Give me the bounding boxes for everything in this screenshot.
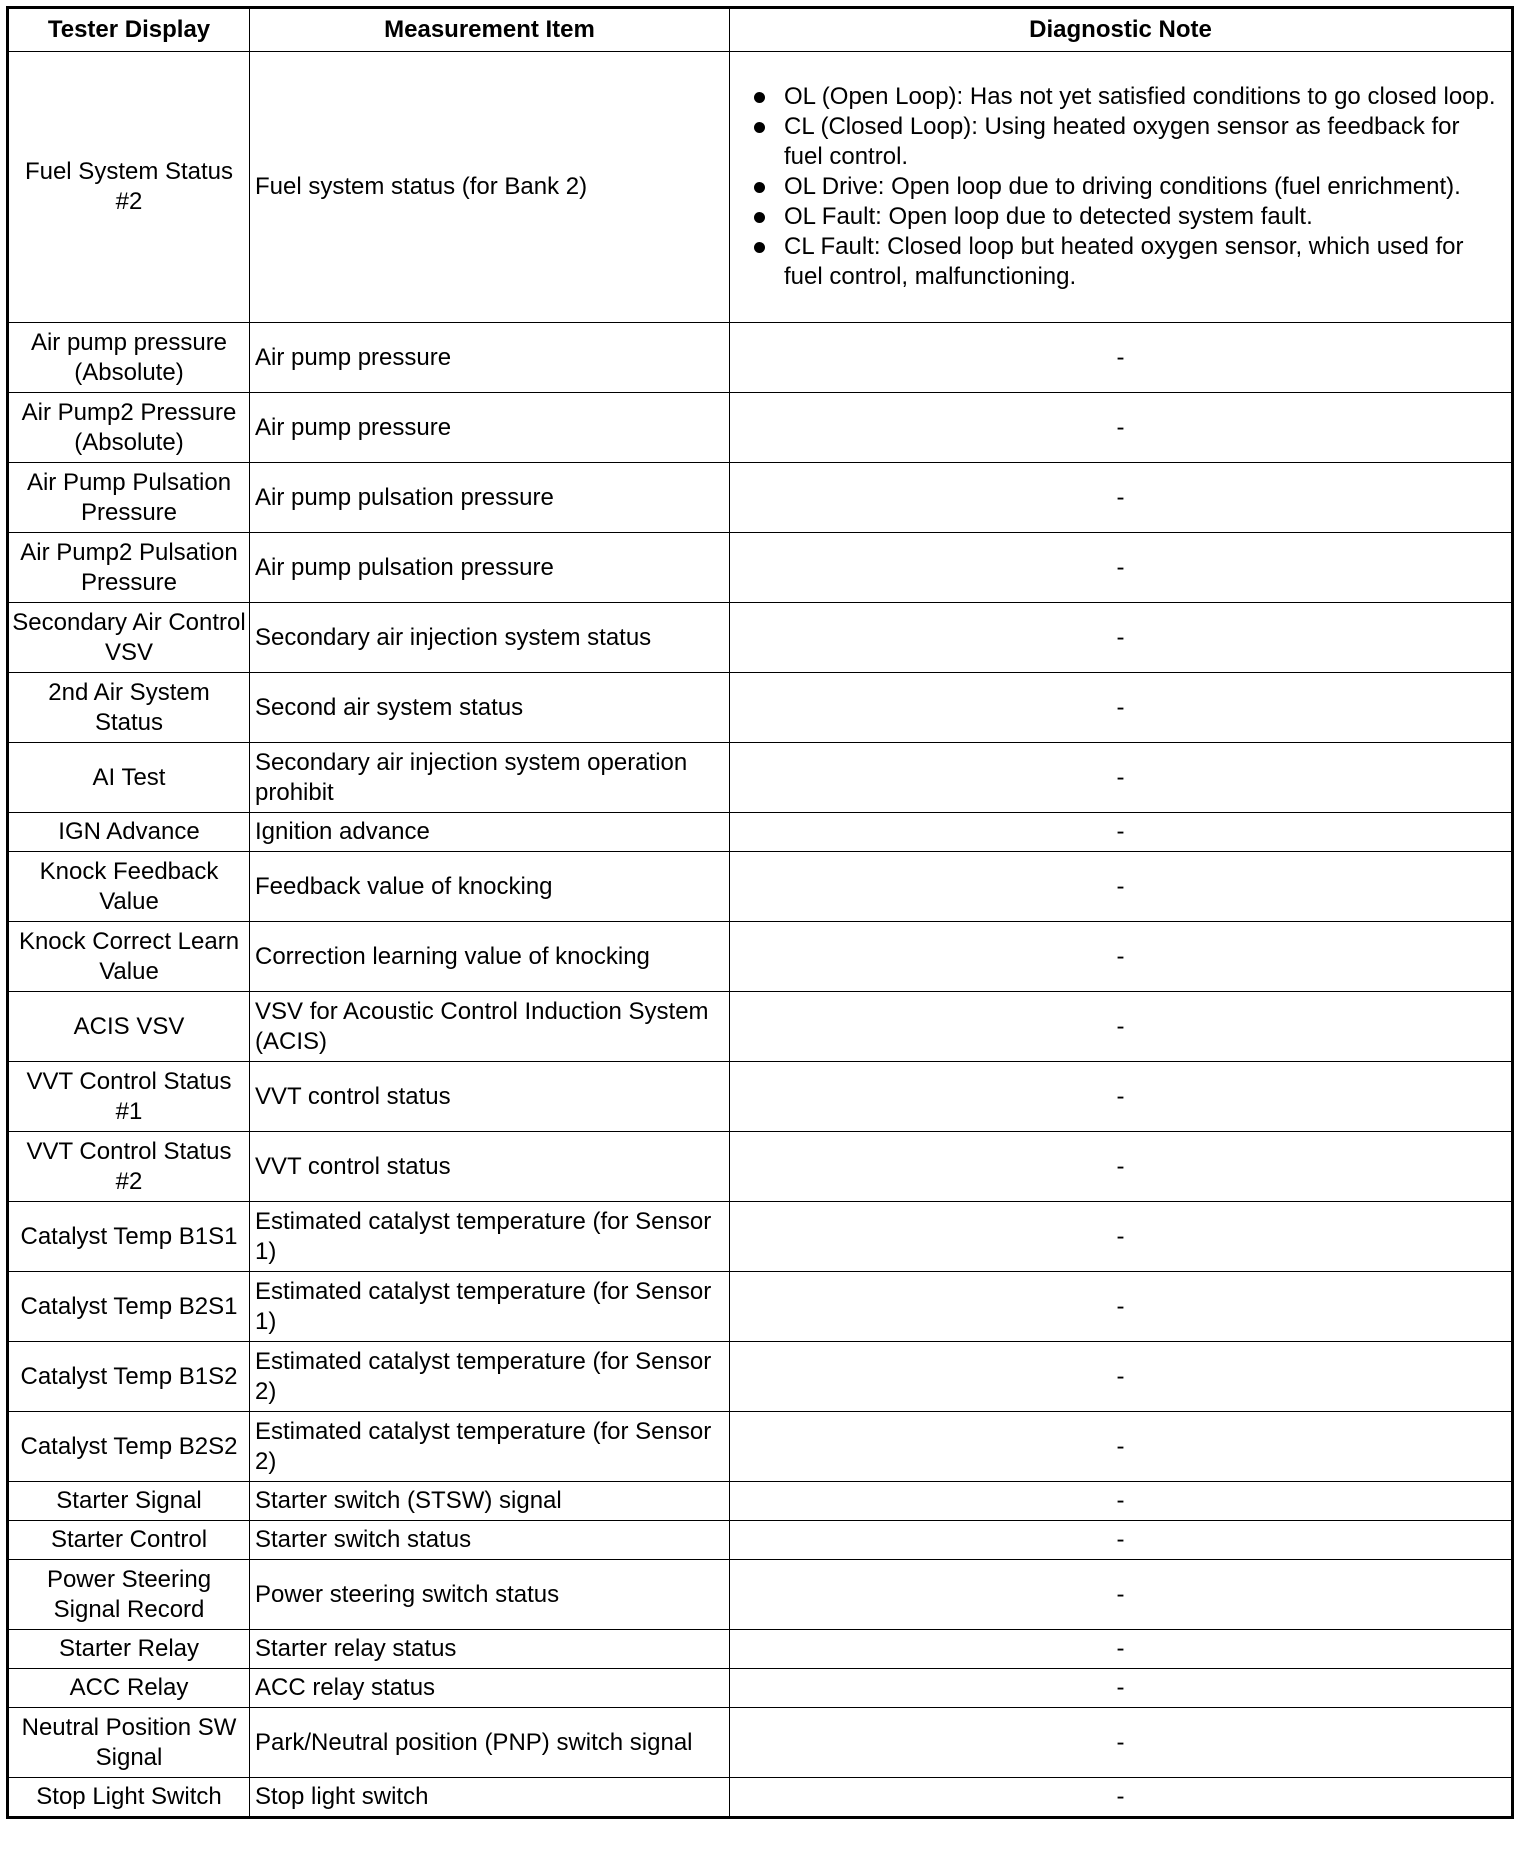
- note-list-item: [750, 82, 1503, 112]
- bullet-icon: [754, 122, 765, 133]
- measurement-item-cell: Air pump pulsation pressure: [250, 463, 730, 533]
- diagnostic-note-cell: -: [730, 1412, 1513, 1482]
- diagnostic-note-cell: -: [730, 603, 1513, 673]
- note-list-item: [750, 172, 1503, 202]
- table-row: [8, 813, 1513, 852]
- table-row: [8, 1778, 1513, 1818]
- header-diagnostic-note: Diagnostic Note: [730, 8, 1513, 52]
- tester-display-cell: Catalyst Temp B2S2: [8, 1412, 250, 1482]
- measurement-item-cell: Fuel system status (for Bank 2): [250, 52, 730, 323]
- measurement-item-cell: Stop light switch: [250, 1778, 730, 1818]
- diagnostic-note-cell: -: [730, 1062, 1513, 1132]
- table-row: [8, 393, 1513, 463]
- tester-display-cell: Air Pump2 Pressure (Absolute): [8, 393, 250, 463]
- tester-display-cell: AI Test: [8, 743, 250, 813]
- table-row: [8, 1669, 1513, 1708]
- diagnostic-note-cell: -: [730, 673, 1513, 743]
- bullet-icon: [754, 242, 765, 253]
- note-text: OL (Open Loop): Has not yet satisfied conditions to go closed loop.: [784, 83, 1496, 110]
- header-row: [8, 8, 1513, 52]
- note-list-item: [750, 202, 1503, 232]
- tester-display-cell: Secondary Air Control VSV: [8, 603, 250, 673]
- measurement-item-cell: Secondary air injection system operation prohibit: [250, 743, 730, 813]
- measurement-item-cell: VVT control status: [250, 1062, 730, 1132]
- table-row: [8, 852, 1513, 922]
- table-row: [8, 992, 1513, 1062]
- bullet-icon: [754, 212, 765, 223]
- measurement-item-cell: Estimated catalyst temperature (for Sensor 1): [250, 1272, 730, 1342]
- tester-display-cell: Starter Relay: [8, 1630, 250, 1669]
- table-row: [8, 1482, 1513, 1521]
- table-row: [8, 743, 1513, 813]
- tester-display-cell: Power Steering Signal Record: [8, 1560, 250, 1630]
- table-row: [8, 1521, 1513, 1560]
- table-row: [8, 463, 1513, 533]
- tester-display-cell: Air Pump Pulsation Pressure: [8, 463, 250, 533]
- note-text: CL Fault: Closed loop but heated oxygen sensor, which used for fuel control, malfunctioning.: [784, 233, 1464, 290]
- diagnostic-note-cell: -: [730, 1132, 1513, 1202]
- header-tester-display: Tester Display: [8, 8, 250, 52]
- note-list: [750, 82, 1503, 292]
- diagnostic-note-cell: -: [730, 852, 1513, 922]
- diagnostic-note-cell: -: [730, 1482, 1513, 1521]
- tester-display-cell: Starter Control: [8, 1521, 250, 1560]
- diagnostic-note-cell: -: [730, 922, 1513, 992]
- note-text: OL Drive: Open loop due to driving conditions (fuel enrichment).: [784, 173, 1461, 200]
- measurement-item-cell: Air pump pulsation pressure: [250, 533, 730, 603]
- table-row: [8, 323, 1513, 393]
- measurement-item-cell: Air pump pressure: [250, 323, 730, 393]
- measurement-item-cell: Starter switch (STSW) signal: [250, 1482, 730, 1521]
- table-row: [8, 1708, 1513, 1778]
- table-row: [8, 1630, 1513, 1669]
- measurement-item-cell: VSV for Acoustic Control Induction System (ACIS): [250, 992, 730, 1062]
- measurement-item-cell: ACC relay status: [250, 1669, 730, 1708]
- measurement-item-cell: Correction learning value of knocking: [250, 922, 730, 992]
- measurement-item-cell: VVT control status: [250, 1132, 730, 1202]
- table-row: [8, 1062, 1513, 1132]
- diagnostic-note-cell: -: [730, 1560, 1513, 1630]
- tester-display-cell: Air Pump2 Pulsation Pressure: [8, 533, 250, 603]
- table-row: [8, 1272, 1513, 1342]
- diagnostic-note-cell: -: [730, 1342, 1513, 1412]
- note-list-item: [750, 232, 1503, 292]
- measurement-item-cell: Feedback value of knocking: [250, 852, 730, 922]
- diagnostic-note-cell: -: [730, 393, 1513, 463]
- note-list-item: [750, 112, 1503, 172]
- measurement-item-cell: Second air system status: [250, 673, 730, 743]
- diagnostic-note-cell: -: [730, 813, 1513, 852]
- tester-display-cell: Catalyst Temp B2S1: [8, 1272, 250, 1342]
- table-row: [8, 922, 1513, 992]
- diagnostic-note-cell: -: [730, 533, 1513, 603]
- diagnostic-note-cell: -: [730, 992, 1513, 1062]
- table-row: [8, 1560, 1513, 1630]
- tester-display-cell: Catalyst Temp B1S1: [8, 1202, 250, 1272]
- table-row: [8, 1412, 1513, 1482]
- tester-display-cell: VVT Control Status #1: [8, 1062, 250, 1132]
- note-text: CL (Closed Loop): Using heated oxygen sensor as feedback for fuel control.: [784, 113, 1460, 170]
- tester-display-cell: ACIS VSV: [8, 992, 250, 1062]
- bullet-icon: [754, 92, 765, 103]
- measurement-item-cell: Estimated catalyst temperature (for Sensor 1): [250, 1202, 730, 1272]
- diagnostic-note-cell: -: [730, 463, 1513, 533]
- table-row: [8, 533, 1513, 603]
- measurement-item-cell: Secondary air injection system status: [250, 603, 730, 673]
- tester-display-cell: IGN Advance: [8, 813, 250, 852]
- tester-display-cell: Fuel System Status #2: [8, 52, 250, 323]
- diagnostic-note-cell: -: [730, 1669, 1513, 1708]
- table-row: [8, 1132, 1513, 1202]
- table-row: [8, 52, 1513, 323]
- measurement-item-cell: Ignition advance: [250, 813, 730, 852]
- measurement-item-cell: Starter switch status: [250, 1521, 730, 1560]
- tester-display-cell: VVT Control Status #2: [8, 1132, 250, 1202]
- tester-display-cell: Knock Feedback Value: [8, 852, 250, 922]
- measurement-item-cell: Power steering switch status: [250, 1560, 730, 1630]
- diagnostic-note-cell: -: [730, 1778, 1513, 1818]
- note-text: OL Fault: Open loop due to detected system fault.: [784, 203, 1313, 230]
- diagnostic-note-cell: -: [730, 323, 1513, 393]
- diagnostic-note-cell: [730, 52, 1513, 323]
- diagnostic-note-cell: -: [730, 1202, 1513, 1272]
- table-row: [8, 1342, 1513, 1412]
- tester-display-cell: Starter Signal: [8, 1482, 250, 1521]
- measurement-item-cell: Estimated catalyst temperature (for Sensor 2): [250, 1412, 730, 1482]
- bullet-icon: [754, 182, 765, 193]
- diagnostic-note-cell: -: [730, 1630, 1513, 1669]
- document-page: [6, 6, 1514, 1819]
- table-row: [8, 673, 1513, 743]
- measurement-item-cell: Starter relay status: [250, 1630, 730, 1669]
- table-row: [8, 603, 1513, 673]
- table-row: [8, 1202, 1513, 1272]
- tester-display-cell: Catalyst Temp B1S2: [8, 1342, 250, 1412]
- diagnostic-note-cell: -: [730, 743, 1513, 813]
- diagnostic-note-cell: -: [730, 1521, 1513, 1560]
- diagnostic-note-cell: -: [730, 1272, 1513, 1342]
- header-measurement-item: Measurement Item: [250, 8, 730, 52]
- measurement-item-cell: Estimated catalyst temperature (for Sensor 2): [250, 1342, 730, 1412]
- tester-display-cell: Knock Correct Learn Value: [8, 922, 250, 992]
- tester-display-cell: 2nd Air System Status: [8, 673, 250, 743]
- tester-display-cell: ACC Relay: [8, 1669, 250, 1708]
- data-list-table: [6, 6, 1514, 1819]
- tester-display-cell: Stop Light Switch: [8, 1778, 250, 1818]
- tester-display-cell: Air pump pressure (Absolute): [8, 323, 250, 393]
- measurement-item-cell: Park/Neutral position (PNP) switch signal: [250, 1708, 730, 1778]
- tester-display-cell: Neutral Position SW Signal: [8, 1708, 250, 1778]
- measurement-item-cell: Air pump pressure: [250, 393, 730, 463]
- diagnostic-note-cell: -: [730, 1708, 1513, 1778]
